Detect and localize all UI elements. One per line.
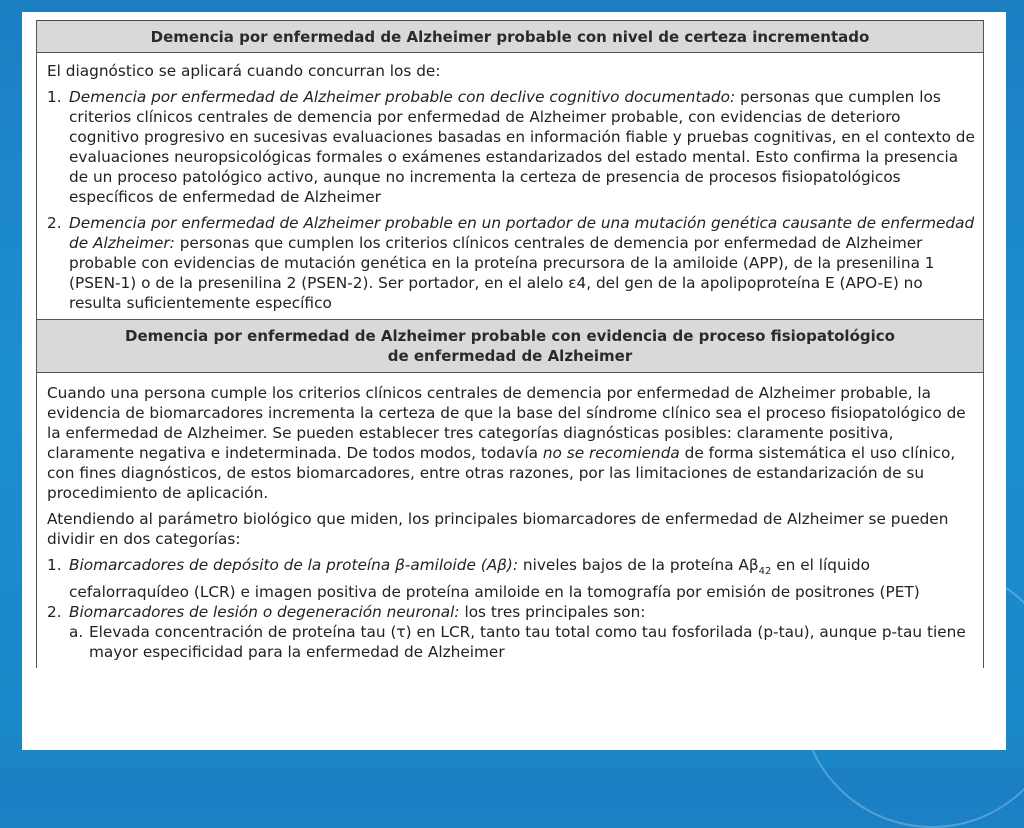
item-lead: Biomarcadores de lesión o degeneración neuronal: [69, 603, 460, 622]
subitem-text: Elevada concentración de proteína tau (τ) en LCR, tanto tau total como tau fosforilada (p-tau), aunque p-tau tiene mayor especificidad para la enfermedad de Alzheimer [89, 623, 966, 662]
item-number: 1. [47, 88, 62, 106]
paragraph-text: de forma sistemática el uso clínico, con fines diagnósticos, de estos biomarcadores, entre otras razones, por las limitaciones de estandarización de su procedimiento de aplicación. [47, 444, 956, 502]
scanned-document [22, 12, 1006, 750]
item-body: personas que cumplen los criterios clínicos centrales de demencia por enfermedad de Alzheimer probable, con evidencias de deterioro cognitivo progresivo en sucesivas evaluaciones basadas en información fiable y pruebas cognitivas, en el contexto de evaluaciones neuropsicológicas formales o exámenes estandarizados del estado mental. Esto confirma la presencia de un proceso patológico activo, aunque no incrementa la certeza de presencia de procesos fisiopatológicos específicos de enfermedad de Alzheimer [69, 88, 975, 206]
item-text [69, 602, 975, 622]
criteria-table [36, 20, 984, 668]
section2-title-line2: de enfermedad de Alzheimer [387, 347, 633, 365]
section2-body [37, 373, 983, 668]
subitem-letter: a. [69, 623, 84, 642]
item-body: niveles bajos de la proteína Aβ [518, 556, 759, 574]
item-number: 2. [47, 214, 62, 232]
item-text [69, 213, 975, 313]
list-item [47, 555, 975, 602]
item-number: 2. [47, 603, 62, 622]
item-text [69, 555, 975, 602]
item-subscript: 42 [758, 566, 772, 578]
item-lead: Biomarcadores de depósito de la proteína β-amiloide (Aβ): [69, 556, 519, 574]
section2-header [37, 319, 983, 373]
section1-intro: El diagnóstico se aplicará cuando concurran los de: [47, 62, 441, 80]
item-body: los tres principales son: [459, 603, 646, 622]
paragraph-text: Cuando una persona cumple los criterios clínicos centrales de demencia por enfermedad de Alzheimer probable, la evidencia de biomarcadores incrementa la certeza de que la base del síndrome clínico sea el proceso fisiopatológico de la enfermedad de Alzheimer. Se pueden establecer tres categorías diagnósticas posibles: claramente positiva, claramente negativa e indeterminada. De todos modos, todavía [47, 384, 966, 462]
item-body: personas que cumplen los criterios clínicos centrales de demencia por enfermedad de Alzheimer probable con evidencias de mutación genética en la proteína precursora de la amiloide (APP), de la presenilina 1 (PSEN-1) o de la presenilina 2 (PSEN-2). Ser portador, en el alelo ε4, del gen de la apolipoproteína E (APO-E) no resulta suficientemente específico [69, 234, 935, 312]
section1-body [37, 53, 983, 319]
item-lead: Demencia por enfermedad de Alzheimer probable con declive cognitivo documentado: [69, 88, 736, 106]
section2-paragraph-1 [47, 383, 975, 503]
sub-list-item [69, 622, 975, 662]
list-item [47, 602, 975, 622]
item-number: 1. [47, 556, 62, 574]
section1-header: Demencia por enfermedad de Alzheimer probable con nivel de certeza incrementado [37, 21, 983, 53]
section2-paragraph-2: Atendiendo al parámetro biológico que miden, los principales biomarcadores de enfermedad de Alzheimer se pueden dividir en dos categorías: [47, 510, 949, 548]
item-lead: Demencia por enfermedad de Alzheimer probable en un portador de una mutación genética causante de enfermedad de Alzheimer: [69, 214, 975, 252]
list-item [47, 87, 975, 207]
list-item [47, 213, 975, 313]
item-body: en el líquido cefalorraquídeo (LCR) e imagen positiva de proteína amiloide en la tomografía por emisión de positrones (PET) [69, 556, 920, 602]
item-text [69, 87, 975, 207]
section2-title-line1: Demencia por enfermedad de Alzheimer probable con evidencia de proceso fisiopatológico [125, 327, 895, 345]
paragraph-emphasis: no se recomienda [542, 444, 680, 462]
